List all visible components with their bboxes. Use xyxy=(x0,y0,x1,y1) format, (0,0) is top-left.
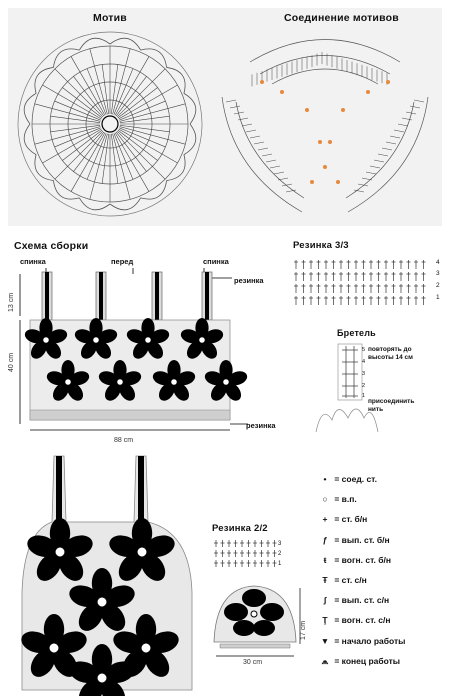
legend-text: = вып. ст. с/н xyxy=(332,595,390,606)
strap-title: Бретель xyxy=(337,328,376,338)
legend-text: = конец работы xyxy=(332,655,401,666)
strap-row-5: 5 xyxy=(362,347,366,353)
elastic-top-label: резинка xyxy=(234,276,264,285)
legend-symbol: + xyxy=(322,514,328,525)
legend-text: = вогн. ст. б/н xyxy=(332,554,392,565)
rib22-title: Резинка 2/2 xyxy=(212,523,268,534)
legend-row xyxy=(318,575,367,585)
cup-dim-width: 30 cm xyxy=(243,659,263,666)
motif-title: Мотив xyxy=(93,12,127,24)
legend-row xyxy=(318,474,377,484)
join-diagram xyxy=(212,22,438,222)
legend-row xyxy=(318,514,367,524)
dim-88: 88 cm xyxy=(114,437,134,444)
legend-symbol: ŧ xyxy=(323,554,327,565)
dim-13: 13 cm xyxy=(8,292,15,312)
legend-symbol: ʃ xyxy=(323,595,327,606)
assembly-title: Схема сборки xyxy=(14,240,89,252)
legend-symbol: ⩕ xyxy=(321,655,329,666)
legend-text: = вып. ст. б/н xyxy=(332,534,390,545)
strap-row-2: 2 xyxy=(362,383,366,389)
legend-text: = соед. ст. xyxy=(332,474,377,484)
rib22-row-2: 2 xyxy=(278,551,282,557)
strap-row-1: 1 xyxy=(362,393,366,399)
legend-symbol: Ţ xyxy=(322,615,328,626)
legend-symbol: ○ xyxy=(322,494,328,505)
rib33-row-2: 2 xyxy=(436,282,440,289)
legend-row xyxy=(318,535,390,545)
legend-symbol: • xyxy=(323,474,327,484)
legend-row xyxy=(318,494,357,504)
strap-row-4: 4 xyxy=(362,359,366,365)
legend-row xyxy=(318,656,400,667)
strap-attach-note: присоединить нить xyxy=(368,398,415,413)
strap-row-3: 3 xyxy=(362,371,366,377)
rib33-row-4: 4 xyxy=(436,259,440,266)
cup-dim-height: 17 cm xyxy=(300,620,307,640)
legend-text: = ст. б/н xyxy=(332,514,368,525)
rib33-chart xyxy=(292,256,442,312)
legend-symbol: ▼ xyxy=(320,635,330,646)
legend-row xyxy=(318,555,391,565)
legend-row xyxy=(318,615,390,625)
elastic-bottom-label: резинка xyxy=(246,421,276,430)
legend-text: = начало работы xyxy=(332,635,406,646)
strap-repeat-note: повторять до высоты 14 см xyxy=(368,346,413,361)
legend-row xyxy=(318,636,405,646)
front-label: перед xyxy=(111,257,134,266)
rib33-row-1: 1 xyxy=(436,294,440,301)
legend-text: = вогн. ст. с/н xyxy=(332,615,391,626)
legend-symbol: ƒ xyxy=(322,534,328,545)
join-title: Соединение мотивов xyxy=(284,12,399,24)
rib33-title: Резинка 3/3 xyxy=(293,240,349,251)
legend-text: = ст. с/н xyxy=(332,575,367,585)
rib22-row-3: 3 xyxy=(278,541,282,547)
assembly-diagram xyxy=(16,264,256,436)
legend-row xyxy=(318,595,389,605)
back-left-label: спинка xyxy=(20,257,46,266)
legend-text: = в.п. xyxy=(332,494,357,505)
dim-40: 40 cm xyxy=(8,352,15,372)
motif-diagram xyxy=(15,24,205,224)
front-piece-diagram xyxy=(14,452,204,696)
cup-diagram xyxy=(206,582,306,662)
back-right-label: спинка xyxy=(203,257,229,266)
legend-symbol: Ŧ xyxy=(322,575,328,585)
rib33-row-3: 3 xyxy=(436,270,440,277)
rib22-row-1: 1 xyxy=(278,561,282,567)
